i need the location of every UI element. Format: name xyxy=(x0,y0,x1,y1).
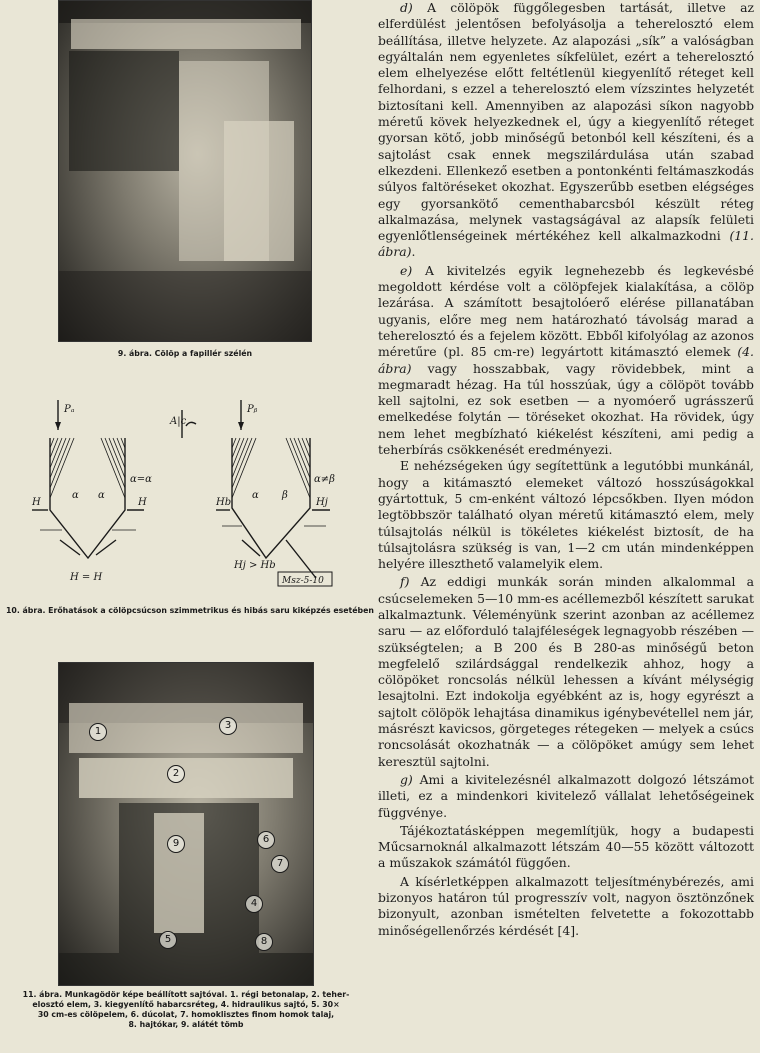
paragraph-staff xyxy=(378,823,754,872)
figure-11-photo xyxy=(58,662,314,986)
right-angle-eq: α≠β xyxy=(314,474,335,485)
figure-11-caption-line: 30 cm-es cölöpelem, 6. dúcolat, 7. homoklisztes finom homok talaj, xyxy=(37,1010,335,1019)
paragraph-lead: e) xyxy=(400,262,413,278)
figure-10-diagram xyxy=(20,390,350,600)
paragraph-text: Ami a kivitelezésnél alkalmazott dolgozó létszámot illeti, ez a mindenkori kivitelező vállalat lehetőségeinek függvénye. xyxy=(378,771,754,820)
paragraph-e xyxy=(378,263,754,459)
paragraph-wages xyxy=(378,874,754,939)
center-mark: A|c xyxy=(170,416,187,427)
figure-11-caption-line: 11. ábra. Munkagödör képe beállított sajtóval. 1. régi betonalap, 2. teher- xyxy=(22,990,350,999)
figure-10-caption: 10. ábra. Erőhatások a cölöpcsúcson szimmetrikus és hibás saru kiképzés esetében xyxy=(6,606,374,615)
paragraph-text: E nehézségeken úgy segítettünk a legutóbbi munkánál, hogy a kitámasztó elemeket változó hosszúságokkal gyártottuk, 5 cm-enként változó lépcsőkben. Ilyen módon legtöbbször található olyan méretű kitámasztó elem, mely túlsajtolás nélkül is tökéletes kiékelést biztosít, de ha túlsajtolásra szükség is van, 1—2 cm után mindenképpen helyére illeszthető valamelyik elem. xyxy=(378,458,754,572)
left-column xyxy=(0,0,372,1053)
photo-number-7: 7 xyxy=(271,855,289,873)
photo-number-4: 4 xyxy=(245,895,263,913)
paragraph-lead: d) xyxy=(400,0,413,15)
paragraph-f xyxy=(378,574,754,770)
stamp-label: Msz-5-10 xyxy=(282,576,324,586)
left-h2-label: H xyxy=(138,497,147,508)
figure-9-photo xyxy=(58,0,312,342)
paragraph-text: A kivitelzés egyik legnehezebb és legkevésbé megoldott kérdése volt a cölöpfejek kialakítása, a cölöp lezárása. A számított besajtolóerő elérése pillanatában ugyanis, előre meg nem határozható távolság marad a teherelosztó és a fejelem között. Ebből kifolyólag az azonos méretűre (pl. 85 cm-re) legyártott kitámasztó elemek xyxy=(378,262,754,360)
paragraph-g xyxy=(378,772,754,821)
paragraph-text: A cölöpök függőlegesben tartását, illetve az elferdülést jelentősen befolyásolja a teherelosztó elem beállítása, illetve helyzete. Az alapozási „sík” a valóságban egyáltalán nem egyenletes síkfelület, ezért a teherelosztó elem elhelyezése előtt feltétlenül kiegyenlítő réteget kell felhordani, s ezzel a teherelosztó elem vízszintes helyzetét biztosítani kell. Amennyiben az alapozási síkon nagyobb méretű kövek helyezkednek el, úgy a kiegyenlítő réteget gyorsan kötő, jobb minőségű betonból kell készíteni, és a sajtolást csak ennek megszilárdulása után szabad elkezdeni. Ellenkező esetben a pontonkénti feltámaszkodás súlyos faltöréseket okozhat. Egyszerűbb esetben elégséges egy gyorsankötő cementhabarcsból készült réteg alkalmazása, melynek vastagságával az alapsík felületi egyenlőtlenségeinek mértékéhez kell alkalmazkodni xyxy=(378,0,754,244)
photo-number-9: 9 xyxy=(167,835,185,853)
paragraph-lead: f) xyxy=(400,574,410,590)
photo-number-2: 2 xyxy=(167,765,185,783)
figure-11-caption-line: 8. hajtókar, 9. alátét tömb xyxy=(128,1020,244,1029)
right-beta-label: β xyxy=(282,490,288,501)
figure-11-caption xyxy=(2,990,370,1030)
photo-number-8: 8 xyxy=(255,933,273,951)
right-hj-label: Hj xyxy=(316,497,328,508)
paragraph-text: Tájékoztatásképpen megemlítjük, hogy a budapesti Műcsarnoknál alkalmazott létszám 40—55 között változott a műszakok számától függően. xyxy=(378,822,754,871)
paragraph-tail: vagy hosszabbak, vagy rövidebbek, mint a megmaradt hézag. Ha túl hosszúak, úgy a cölöpöt tovább kell sajtolni, ez sok esetben — a nyomóerő ugrásszerű emelkedése folytán — töréseket okozhat. Ha rövidek, úgy nem lehet megbízható kiékelést készíteni, ami pedig a teherbírás csökkenését eredményezi. xyxy=(378,360,754,458)
left-force-label: Pₐ xyxy=(64,404,75,415)
left-alpha2-label: α xyxy=(98,490,105,501)
paragraph-e-continued xyxy=(378,458,754,572)
left-alpha1-label: α xyxy=(72,490,79,501)
left-bottom-eq: H = H xyxy=(70,572,103,583)
right-alpha-label: α xyxy=(252,490,259,501)
paragraph-text: A kísérletképpen alkalmazott teljesítménybérezés, ami bizonyos határon túl progresszív volt, nagyon ösztönzőnek bizonyult, azonban ismételten felvetette a fokozottabb minőségellenőrzés kérdését [4]. xyxy=(378,873,754,938)
left-h1-label: H xyxy=(32,497,41,508)
figure-11-caption-line: elosztó elem, 3. kiegyenlítő habarcsréteg, 4. hidraulikus sajtó, 5. 30× xyxy=(32,1000,340,1009)
right-force-label: Pᵦ xyxy=(247,404,258,415)
left-angle-eq: α=α xyxy=(130,474,152,485)
body-text-column xyxy=(378,0,754,1053)
right-hb-label: Hb xyxy=(216,497,232,508)
figure-reference: (4. ábra) xyxy=(378,344,754,376)
photo-number-1: 1 xyxy=(89,723,107,741)
paragraph-text: Az eddigi munkák során minden alkalommal a csúcselemeken 5—10 mm-es acéllemezből készített sarukat alkalmaztunk. Véleményünk szerint azonban az acéllemez saru — az előforduló talajféleségek legnagyobb részében — szükségtelen; a B 200 és B 280-as minőségű beton megfelelő szilárdsággal rendelkezik ahhoz, hogy a cölöpöket roncsolás nélkül lehessen a kívánt mélységig lesajtolni. Ezt indokolja egyébként az is, hogy egyrészt a sajtolt cölöpök lehajtása dinamikus igénybevétellel nem jár, másrészt kavicsos, görgeteges rétegeken — melyek a csúcs roncsolását okozhatnák — a cölöpöket amúgy sem lehet keresztül sajtolni. xyxy=(378,574,754,769)
photo-number-3: 3 xyxy=(219,717,237,735)
photo-number-6: 6 xyxy=(257,831,275,849)
paragraph-d xyxy=(378,0,754,261)
paragraph-tail: . xyxy=(411,244,416,260)
figure-reference: (11. ábra) xyxy=(378,228,754,260)
right-bottom-eq: Hj > Hb xyxy=(234,560,276,571)
figure-9-caption: 9. ábra. Cölöp a fapillér szélén xyxy=(117,349,253,358)
photo-number-5: 5 xyxy=(159,931,177,949)
paragraph-lead: g) xyxy=(400,771,413,787)
